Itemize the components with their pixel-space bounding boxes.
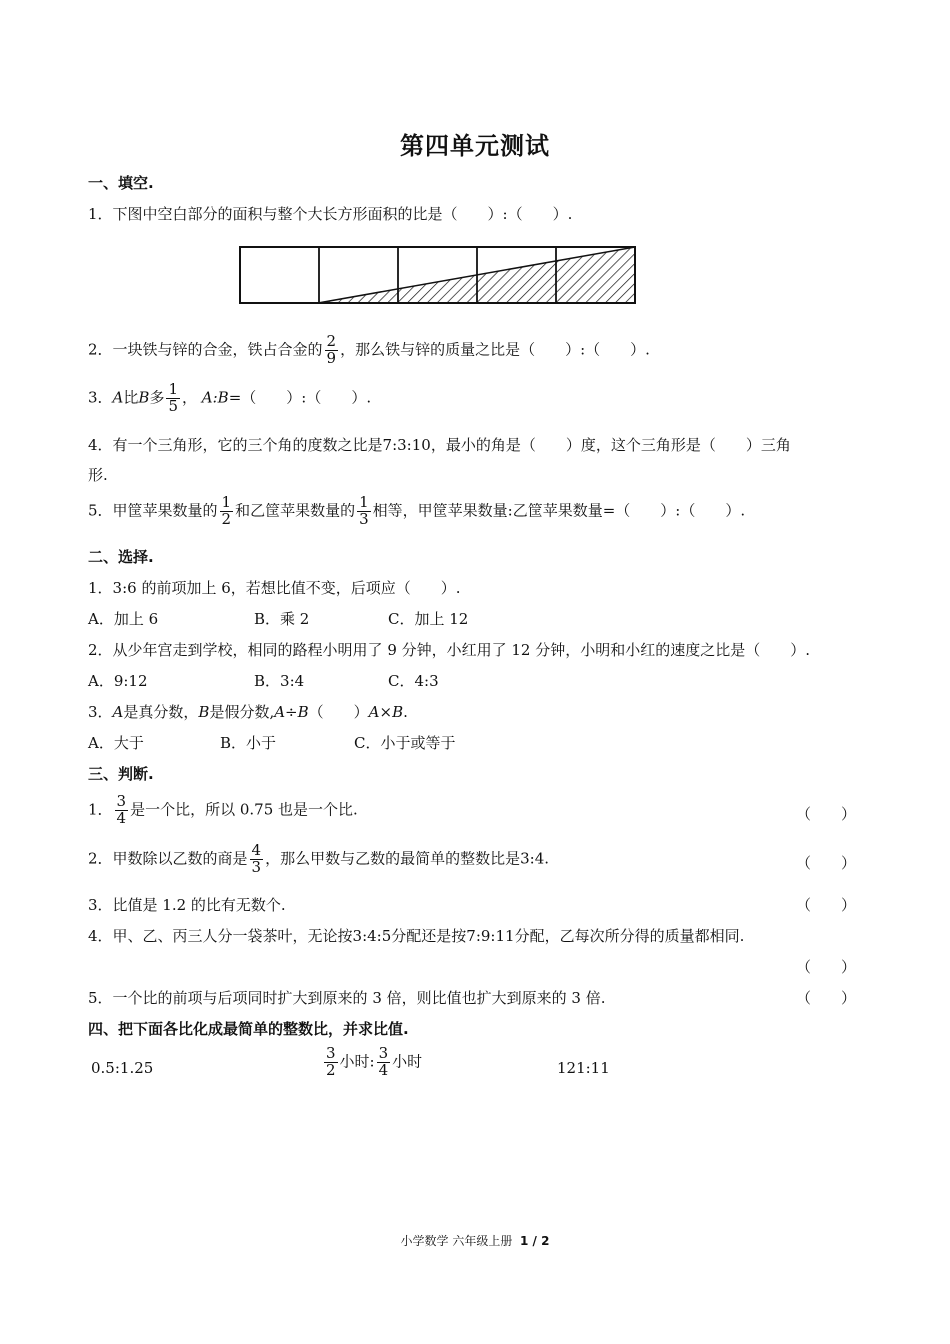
judge-q2: 2．甲数除以乙数的商是 $\frac{4}{3}$ ，那么甲数与乙数的最简单的整数比是3:4. [88, 841, 550, 876]
fraction: $\frac{3}{4}$ [378, 1044, 389, 1079]
fill-q1: 1．下图中空白部分的面积与整个大长方形面积的比是（ ）:（ ）. [88, 205, 573, 223]
judge-q1-answer: （ ） [796, 805, 857, 823]
choice-q1-opt-b: B．乘 2 [254, 610, 310, 628]
fraction: $\frac{1}{3}$ [359, 493, 369, 528]
choice-q3-opt-a: A．大于 [88, 734, 144, 752]
choice-q3-opt-c: C．小于或等于 [354, 734, 456, 752]
fill-q5: 5．甲筐苹果数量的 $\frac{1}{2}$ 和乙筐苹果数量的 $\frac{1}{3}$ 相等，甲筐苹果数量:乙筐苹果数量=（ ）:（ ）. [88, 493, 746, 528]
rectangle-diagram [238, 244, 638, 306]
choice-q3: 3．A是真分数，B是假分数,A÷B（ ）A×B. [88, 703, 408, 721]
choice-q1: 1．3:6 的前项加上 6，若想比值不变，后项应（ ）. [88, 579, 461, 597]
choice-q2-opt-b: B．3:4 [254, 672, 305, 690]
page-number: 1 / 2 [520, 1234, 550, 1248]
fill-q4-cont: 形. [88, 466, 108, 484]
fraction: $\frac{3}{2}$ [326, 1044, 336, 1079]
fraction: $\frac{1}{2}$ [221, 493, 232, 528]
fraction: $\frac{2}{9}$ [326, 332, 337, 367]
page-title: 第四单元测试 [400, 132, 550, 160]
ratio-item-2: $\frac{3}{2}$ 小时: $\frac{3}{4}$ 小时 [326, 1044, 423, 1079]
judge-q4-answer: （ ） [796, 958, 857, 976]
judge-q1: 1． $\frac{3}{4}$ 是一个比，所以 0.75 也是一个比. [88, 792, 358, 827]
judge-q3: 3．比值是 1.2 的比有无数个. [88, 896, 286, 914]
ratio-item-3: 121:11 [557, 1059, 610, 1077]
choice-q2-opt-a: A．9:12 [88, 672, 148, 690]
section-2-heading: 二、选择. [88, 548, 154, 566]
judge-q4: 4．甲、乙、丙三人分一袋茶叶，无论按3:4:5分配还是按7:9:11分配，乙每次所分得的质量都相同. [88, 927, 745, 945]
ratio-item-1: 0.5:1.25 [91, 1059, 154, 1077]
fraction: $\frac{1}{5}$ [168, 380, 178, 415]
judge-q2-answer: （ ） [796, 854, 857, 872]
judge-q3-answer: （ ） [796, 896, 857, 914]
fraction: $\frac{3}{4}$ [116, 792, 127, 827]
judge-q5: 5．一个比的前项与后项同时扩大到原来的 3 倍，则比值也扩大到原来的 3 倍. [88, 989, 606, 1007]
choice-q2: 2．从少年宫走到学校，相同的路程小明用了 9 分钟，小红用了 12 分钟，小明和小红的速度之比是（ ）. [88, 641, 811, 659]
fraction: $\frac{4}{3}$ [251, 841, 262, 876]
section-3-heading: 三、判断. [88, 765, 154, 783]
choice-q2-opt-c: C．4:3 [388, 672, 439, 690]
fill-q2: 2．一块铁与锌的合金，铁占合金的 $\frac{2}{9}$ ，那么铁与锌的质量之比是（ ）:（ ）. [88, 332, 650, 367]
judge-q5-answer: （ ） [796, 989, 857, 1007]
choice-q1-opt-c: C．加上 12 [388, 610, 469, 628]
choice-q3-opt-b: B．小于 [220, 734, 277, 752]
section-4-heading: 四、把下面各比化成最简单的整数比，并求比值. [88, 1020, 409, 1038]
choice-q1-opt-a: A．加上 6 [88, 610, 159, 628]
page-footer [0, 1232, 950, 1249]
footer-text: 小学数学 六年级上册 [400, 1234, 513, 1248]
fill-q3: 3．A比B多 $\frac{1}{5}$ ， A:B=（ ）:（ ）. [88, 380, 372, 415]
section-1-heading: 一、填空. [88, 174, 154, 192]
fill-q4: 4．有一个三角形，它的三个角的度数之比是7:3:10，最小的角是（ ）度，这个三角形是（ ）三角 [88, 436, 791, 454]
